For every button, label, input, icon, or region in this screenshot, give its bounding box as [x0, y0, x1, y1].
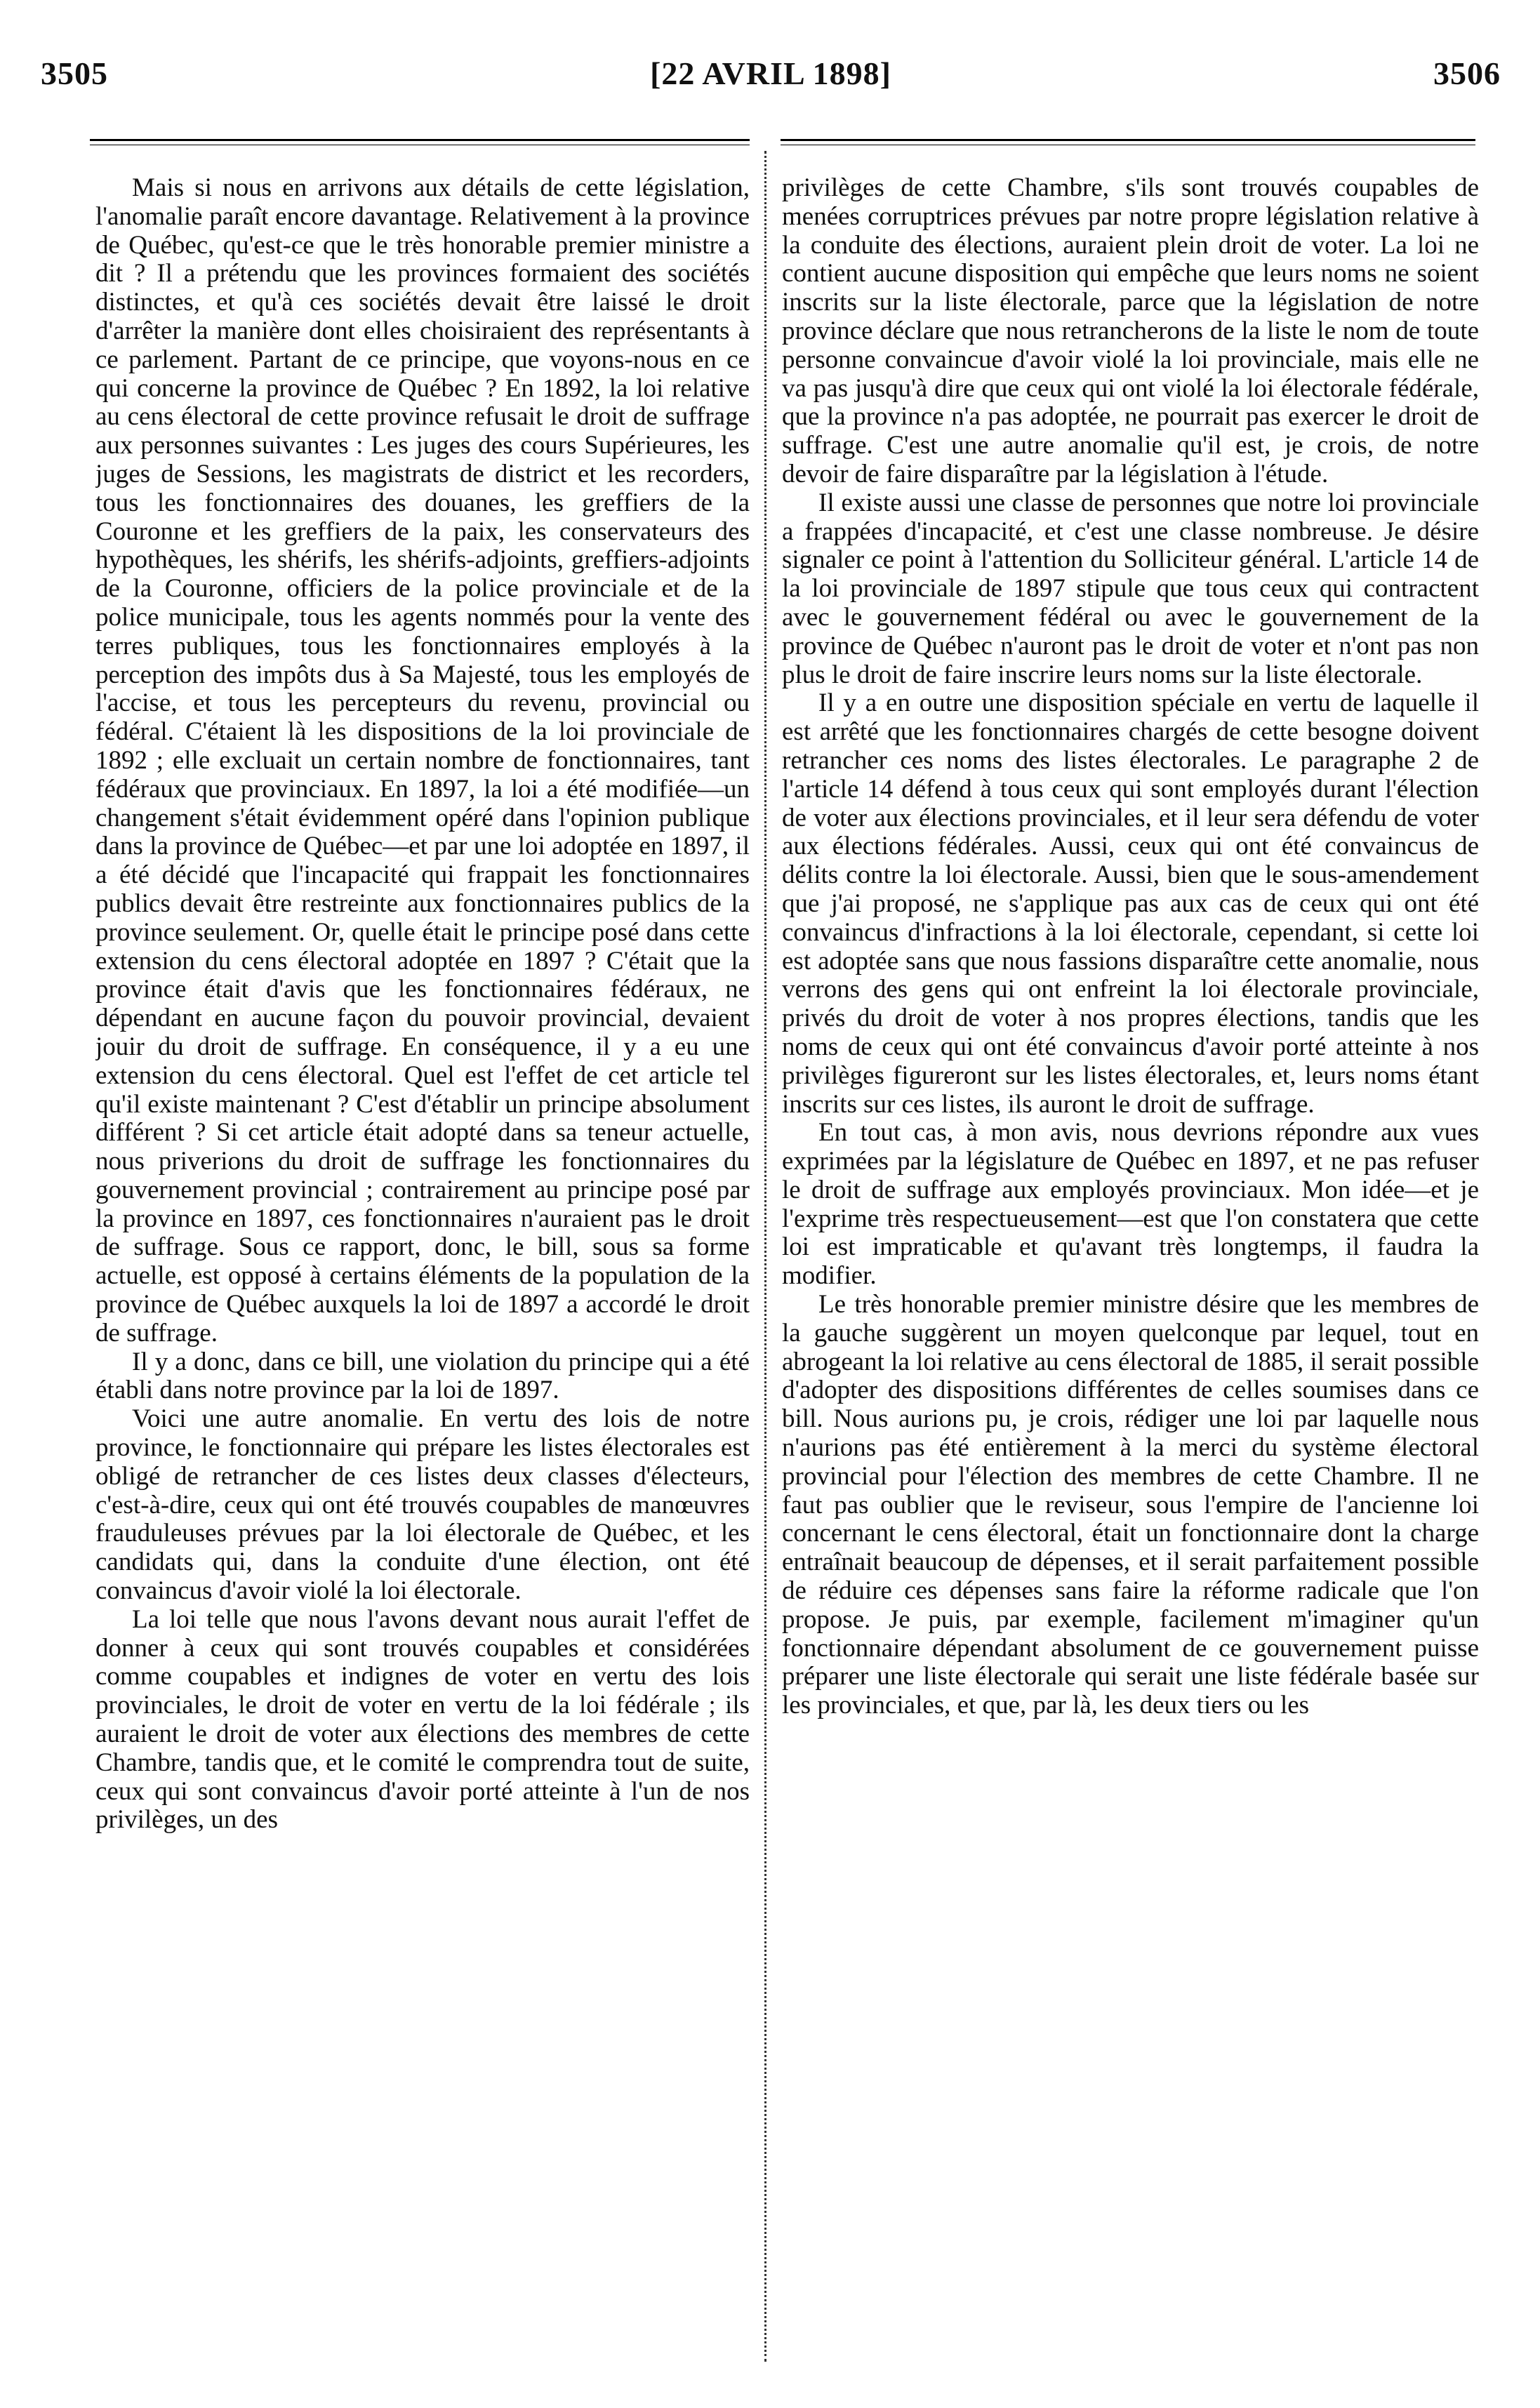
- paragraph: Mais si nous en arrivons aux détails de cette législation, l'anomalie paraît encore davantage. Relativement à la province de Québec, qu'est-ce que le très honorable premier ministre a dit ? Il a prétendu que les provinces formaient des sociétés distinctes, et qu'à ces sociétés devait être laissé le droit d'arrêter la manière dont elles choisiraient des représentants à ce parlement. Partant de ce principe, que voyons-nous en ce qui concerne la province de Québec ? En 1892, la loi relative au cens électoral de cette province refusait le droit de suffrage aux personnes suivantes : Les juges des cours Supérieures, les juges de Sessions, les magistrats de district et les recorders, tous les fonctionnaires des douanes, les greffiers de la Couronne et les greffiers de la paix, les conservateurs des hypothèques, les shérifs, les shérifs-adjoints, greffiers-adjoints de la Couronne, officiers de la police provinciale et de la police municipale, tous les agents nommés pour la vente des terres publiques, tous les fonctionnaires employés à la perception des impôts dus à Sa Majesté, tous les employés de l'accise, et tous les percepteurs du revenu, provincial ou fédéral. C'étaient là les dispositions de la loi provinciale de 1892 ; elle excluait un certain nombre de fonctionnaires, tant fédéraux que provinciaux. En 1897, la loi a été modifiée—un changement s'était évidemment opéré dans l'opinion publique dans la province de Québec—et par une loi adoptée en 1897, il a été décidé que l'incapacité qui frappait les fonctionnaires publics devait être restreinte aux fonctionnaires publics de la province seulement. Or, quelle était le principe posé dans cette extension du cens électoral adoptée en 1897 ? C'était que la province était d'avis que les fonctionnaires fédéraux, ne dépendant en aucune façon du pouvoir provincial, devaient jouir du droit de suffrage. En conséquence, il y a eu une extension du cens électoral. Quel est l'effet de cet article tel qu'il existe maintenant ? C'est d'établir un principe absolument différent ? Si cet article était adopté dans sa teneur actuelle, nous priverions du droit de suffrage les fonctionnaires du gouvernement provincial ; contrairement au principe posé par la province en 1897, ces fonctionnaires n'auraient pas le droit de suffrage. Sous ce rapport, donc, le bill, sous sa forme actuelle, est opposé à certains éléments de la population de la province de Québec auxquels la loi de 1897 a accordé le droit de suffrage.: [95, 174, 750, 1348]
- paragraph: La loi telle que nous l'avons devant nous aurait l'effet de donner à ceux qui sont trouvés coupables et considérées comme coupables et indignes de voter en vertu des lois provinciales, le droit de voter en vertu de la loi fédérale ; ils auraient le droit de voter aux élections des membres de cette Chambre, tandis que, et le comité le comprendra tout de suite, ceux qui sont convaincus d'avoir porté atteinte à l'un de nos privilèges, un des: [95, 1604, 750, 1835]
- paragraph: Il y a en outre une disposition spéciale en vertu de laquelle il est arrêté que les fonctionnaires chargés de cette besogne doivent retrancher ces noms des listes électorales. Le paragraphe 2 de l'article 14 défend à tous ceux qui sont employés durant l'élection de voter aux élections provinciales, et il leur sera défendu de voter aux élections fédérales. Aussi, ceux qui ont été convaincus de délits contre la loi électorale. Aussi, bien que le sous-amendement que j'ai proposé, ne s'applique pas aux cas de ceux qui ont été convaincus d'infractions à la loi électorale, cependant, si cette loi est adoptée sans que nous fassions disparaître cette anomalie, nous verrons des gens qui ont enfreint la loi électorale provinciale, privés du droit de voter à nos propres élections, tandis que les noms de ceux qui ont été convaincus d'avoir porté atteinte à nos privilèges figureront sur les listes électorales, et, leurs noms étant inscrits sur ces listes, ils auront le droit de suffrage.: [782, 689, 1479, 1119]
- header-date: [22 AVRIL 1898]: [650, 55, 891, 91]
- header-rule-left: [90, 139, 750, 141]
- paragraph: Il y a donc, dans ce bill, une violation du principe qui a été établi dans notre province par la loi de 1897.: [95, 1347, 750, 1405]
- header-rule-right: [781, 139, 1475, 141]
- column-divider: [764, 151, 766, 2362]
- page-header: [41, 55, 1501, 94]
- paragraph: Voici une autre anomalie. En vertu des lois de notre province, le fonctionnaire qui prépare les listes électorales est obligé de retrancher de ces listes deux classes d'électeurs, c'est-à-dire, ceux qui ont été trouvés coupables de manœuvres frauduleuses prévues par la loi électorale de Québec, et les candidats qui, dans la conduite d'une élection, ont été convaincus d'avoir violé la loi électorale.: [95, 1404, 750, 1606]
- page-number-right: 3506: [1433, 55, 1501, 91]
- paragraph: privilèges de cette Chambre, s'ils sont trouvés coupables de menées corruptrices prévues par notre propre législation relative à la conduite des élections, auraient plein droit de voter. La loi ne contient aucune disposition qui empêche que leurs noms ne soient inscrits sur la liste électorale, parce que la législation de notre province déclare que nous retrancherons de la liste le nom de toute personne convaincue d'avoir violé la loi provinciale, mais elle ne va pas jusqu'à dire que ceux qui ont violé la loi électorale fédérale, que la province n'a pas adoptée, ne pourrait pas exercer le droit de suffrage. C'est une autre anomalie qu'il est, je crois, de notre devoir de faire disparaître par la législation à l'étude.: [782, 174, 1479, 488]
- left-column: [95, 174, 750, 2378]
- right-column: [782, 174, 1479, 2378]
- paragraph: Le très honorable premier ministre désire que les membres de la gauche suggèrent un moyen quelconque par lequel, tout en abrogeant la loi relative au cens électoral de 1885, il serait possible d'adopter des dispositions différentes de celles soumises dans ce bill. Nous aurions pu, je crois, rédiger une loi par laquelle nous n'aurions pas été entièrement à la merci du système électoral provincial pour l'élection des membres de cette Chambre. Il ne faut pas oublier que le reviseur, sous l'empire de l'ancienne loi concernant le cens électoral, était un fonctionnaire dont la charge entraînait beaucoup de dépenses, et il serait parfaitement possible de réduire ces dépenses sans faire la réforme radicale que l'on propose. Je puis, par exemple, facilement m'imaginer qu'un fonctionnaire dépendant absolument de ce gouvernement puisse préparer une liste électorale qui serait une liste fédérale basée sur les provinciales, et que, par là, les deux tiers ou les: [782, 1290, 1479, 1720]
- paragraph: Il existe aussi une classe de personnes que notre loi provinciale a frappées d'incapacité, et c'est une classe nombreuse. Je désire signaler ce point à l'attention du Solliciteur général. L'article 14 de la loi provinciale de 1897 stipule que tous ceux qui contractent avec le gouvernement fédéral ou avec le gouvernement de la province de Québec n'auront pas le droit de voter et n'ont pas non plus le droit de faire inscrire leurs noms sur la liste électorale.: [782, 488, 1479, 689]
- page-number-left: 3505: [41, 55, 108, 91]
- paragraph: En tout cas, à mon avis, nous devrions répondre aux vues exprimées par la législature de Québec en 1897, et ne pas refuser le droit de suffrage aux employés provinciaux. Mon idée—et je l'exprime très respectueusement—est que l'on constatera que cette loi est impraticable et qu'avant très longtemps, il faudra la modifier.: [782, 1118, 1479, 1291]
